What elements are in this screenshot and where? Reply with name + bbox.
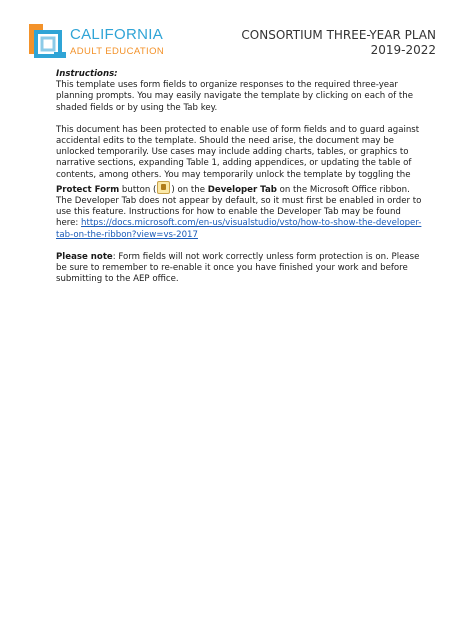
instructions-heading: Instructions: <box>56 69 118 79</box>
instructions-paragraph-3 <box>56 252 422 286</box>
logo-text-california: CALIFORNIA <box>70 26 164 43</box>
document-title-line1: CONSORTIUM THREE-YEAR PLAN <box>241 28 436 42</box>
protect-form-label: Protect Form <box>56 184 120 195</box>
page-header <box>0 0 474 70</box>
instructions-text-3: : Form fields will not work correctly unless form protection is on. Please be sure to remember to re-enable it once you have finished your work and before submitting to the AEP office. <box>56 251 420 285</box>
instructions-text-2d: on the Microsoft Office ribbon. The Developer Tab does not appear by default, so it must first be enabled in order to use this feature. Instructions for how to enable the Developer Tab may be found here: <box>56 184 422 229</box>
logo-mark-icon <box>28 22 68 62</box>
instructions-body <box>56 69 422 296</box>
developer-tab-help-link[interactable]: https://docs.microsoft.com/en-us/visualstudio/vsto/how-to-show-the-developer-tab-on-the-ribbon?view=vs-2017 <box>56 218 422 240</box>
please-note-label: Please note <box>56 251 113 262</box>
protect-form-icon <box>157 181 170 194</box>
developer-tab-label: Developer Tab <box>207 184 277 195</box>
instructions-text-1: This template uses form fields to organize responses to the required three-year planning prompts. You may easily navigate the template by clicking on each of the shaded fields or by using the Tab key. <box>56 80 414 113</box>
instructions-text-2a: This document has been protected to enable use of form fields and to guard against accidental edits to the template. Should the need arise, the document may be unlocked temporarily. Use cases may include adding charts, tables, or graphics to narrative sections, expanding Table 1, adding appendices, or updating the table of contents, among others. You may temporarily unlock the template by toggling the <box>56 124 420 180</box>
instructions-text-2c: ) on the <box>171 184 208 195</box>
instructions-text-2b: button ( <box>119 184 157 195</box>
document-title <box>241 28 436 58</box>
document-title-line2: 2019-2022 <box>370 43 436 57</box>
instructions-paragraph-2 <box>56 125 422 241</box>
logo-text-adult-education: ADULT EDUCATION <box>70 46 165 57</box>
instructions-paragraph-1 <box>56 69 422 114</box>
california-adult-education-logo <box>28 22 165 66</box>
